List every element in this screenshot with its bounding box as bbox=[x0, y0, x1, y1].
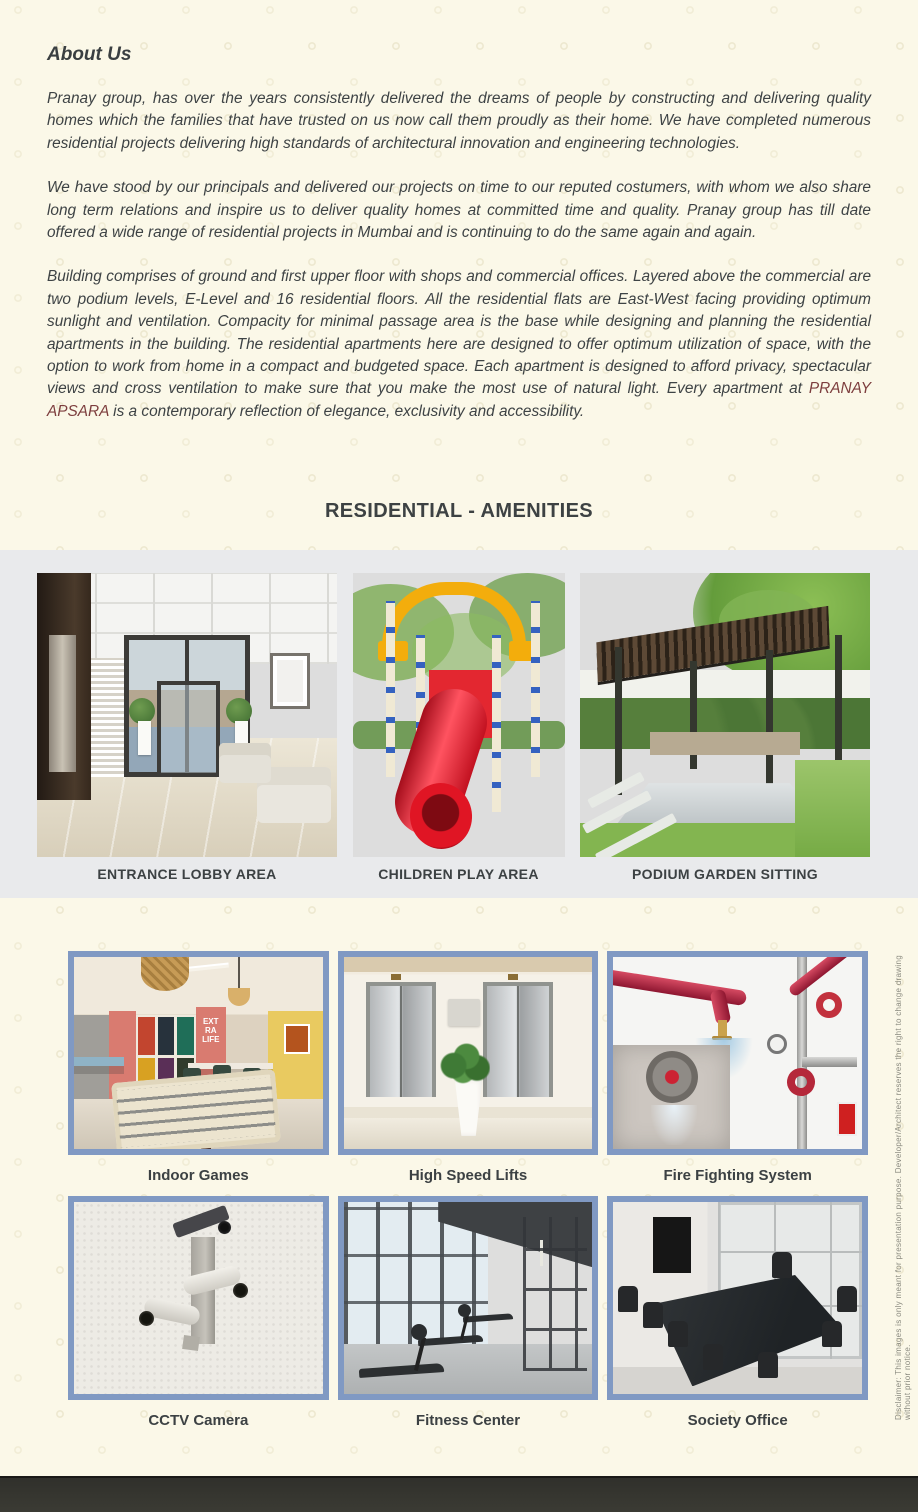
about-paragraph-3 bbox=[47, 266, 871, 423]
amenity-society-office bbox=[607, 1196, 868, 1432]
footer-bar bbox=[0, 1476, 918, 1512]
fire-fighting-photo bbox=[613, 957, 862, 1149]
amenities-heading: RESIDENTIAL - AMENITIES bbox=[324, 500, 594, 522]
about-paragraph-3-text: Building comprises of ground and first upper floor with shops and commercial offices. Layered above the commercial are two podium levels, E-Level and 16 residential floors. All the residential flats are East-West facing providing optimum sunlight and ventilation. Compacity for minimal passage area is the base while designing and planning the residential apartments in the building. The residential apartments here are designed to offer optimum utilization of space, with the option to work from home in a compact and budgeted space. Each apartment is designed to afford privacy, spectacular views and cross ventilation to make sure that you make the most use of natural light. Every apartment at bbox=[47, 268, 871, 398]
amenity-fire-fighting bbox=[607, 951, 868, 1187]
indoor-games-photo bbox=[74, 957, 323, 1149]
amenities-row2 bbox=[68, 951, 868, 1187]
about-paragraph-2: We have stood by our principals and delivered our projects on time to our reputed costumers, with whom we also share long term relations and inspire us to deliver quality homes at committed time and quality. Pranay group has till date offered a wide range of residential projects in Mumbai and is continuing to do the same again and again. bbox=[47, 179, 871, 242]
fire-fighting-caption: Fire Fighting System bbox=[663, 1167, 812, 1184]
high-speed-lifts-caption: High Speed Lifts bbox=[408, 1167, 528, 1184]
amenity-high-speed-lifts bbox=[338, 951, 599, 1187]
amenity-podium-garden bbox=[580, 573, 870, 882]
entrance-lobby-photo bbox=[37, 573, 337, 857]
entrance-lobby-caption: ENTRANCE LOBBY AREA bbox=[97, 866, 277, 882]
amenities-row3 bbox=[68, 1196, 868, 1432]
disclaimer-text: Disclaimer: This images is only meant for presentation purpose. Developer/Architect reserves the right to change drawing without prior notice. bbox=[894, 955, 912, 1420]
society-office-caption: Society Office bbox=[687, 1412, 788, 1429]
amenity-cctv bbox=[68, 1196, 329, 1432]
children-play-caption: CHILDREN PLAY AREA bbox=[378, 866, 539, 882]
high-speed-lifts-photo bbox=[344, 957, 593, 1149]
amenity-fitness-center bbox=[338, 1196, 599, 1432]
children-play-photo bbox=[353, 573, 565, 857]
podium-garden-caption: PODIUM GARDEN SITTING bbox=[632, 866, 818, 882]
amenities-row1-band bbox=[0, 550, 918, 898]
amenities-lower-section bbox=[0, 898, 918, 1476]
about-heading: About Us bbox=[47, 44, 132, 65]
indoor-games-caption: Indoor Games bbox=[147, 1167, 249, 1184]
podium-garden-photo bbox=[580, 573, 870, 857]
about-paragraph-3-tail: is a contemporary reflection of elegance, exclusivity and accessibility. bbox=[108, 402, 585, 420]
amenity-entrance-lobby bbox=[37, 573, 337, 882]
cctv-photo bbox=[74, 1202, 323, 1394]
about-section bbox=[0, 0, 918, 550]
fitness-center-photo bbox=[344, 1202, 593, 1394]
poster-text: EXT RA LIFE bbox=[196, 1007, 226, 1103]
fitness-center-caption: Fitness Center bbox=[415, 1412, 521, 1429]
cctv-caption: CCTV Camera bbox=[148, 1412, 249, 1429]
amenity-children-play bbox=[353, 573, 565, 882]
about-paragraph-1: Pranay group, has over the years consistently delivered the dreams of people by constructing and delivering quality homes which the families that have trusted on us now call them proudly as their home. We have completed numerous residential projects delivering high standards of architectural innovation and engineering technologies. bbox=[47, 90, 871, 152]
project-name-text: PRANAY APSARA bbox=[47, 380, 871, 420]
society-office-photo bbox=[613, 1202, 862, 1394]
amenity-indoor-games bbox=[68, 951, 329, 1187]
